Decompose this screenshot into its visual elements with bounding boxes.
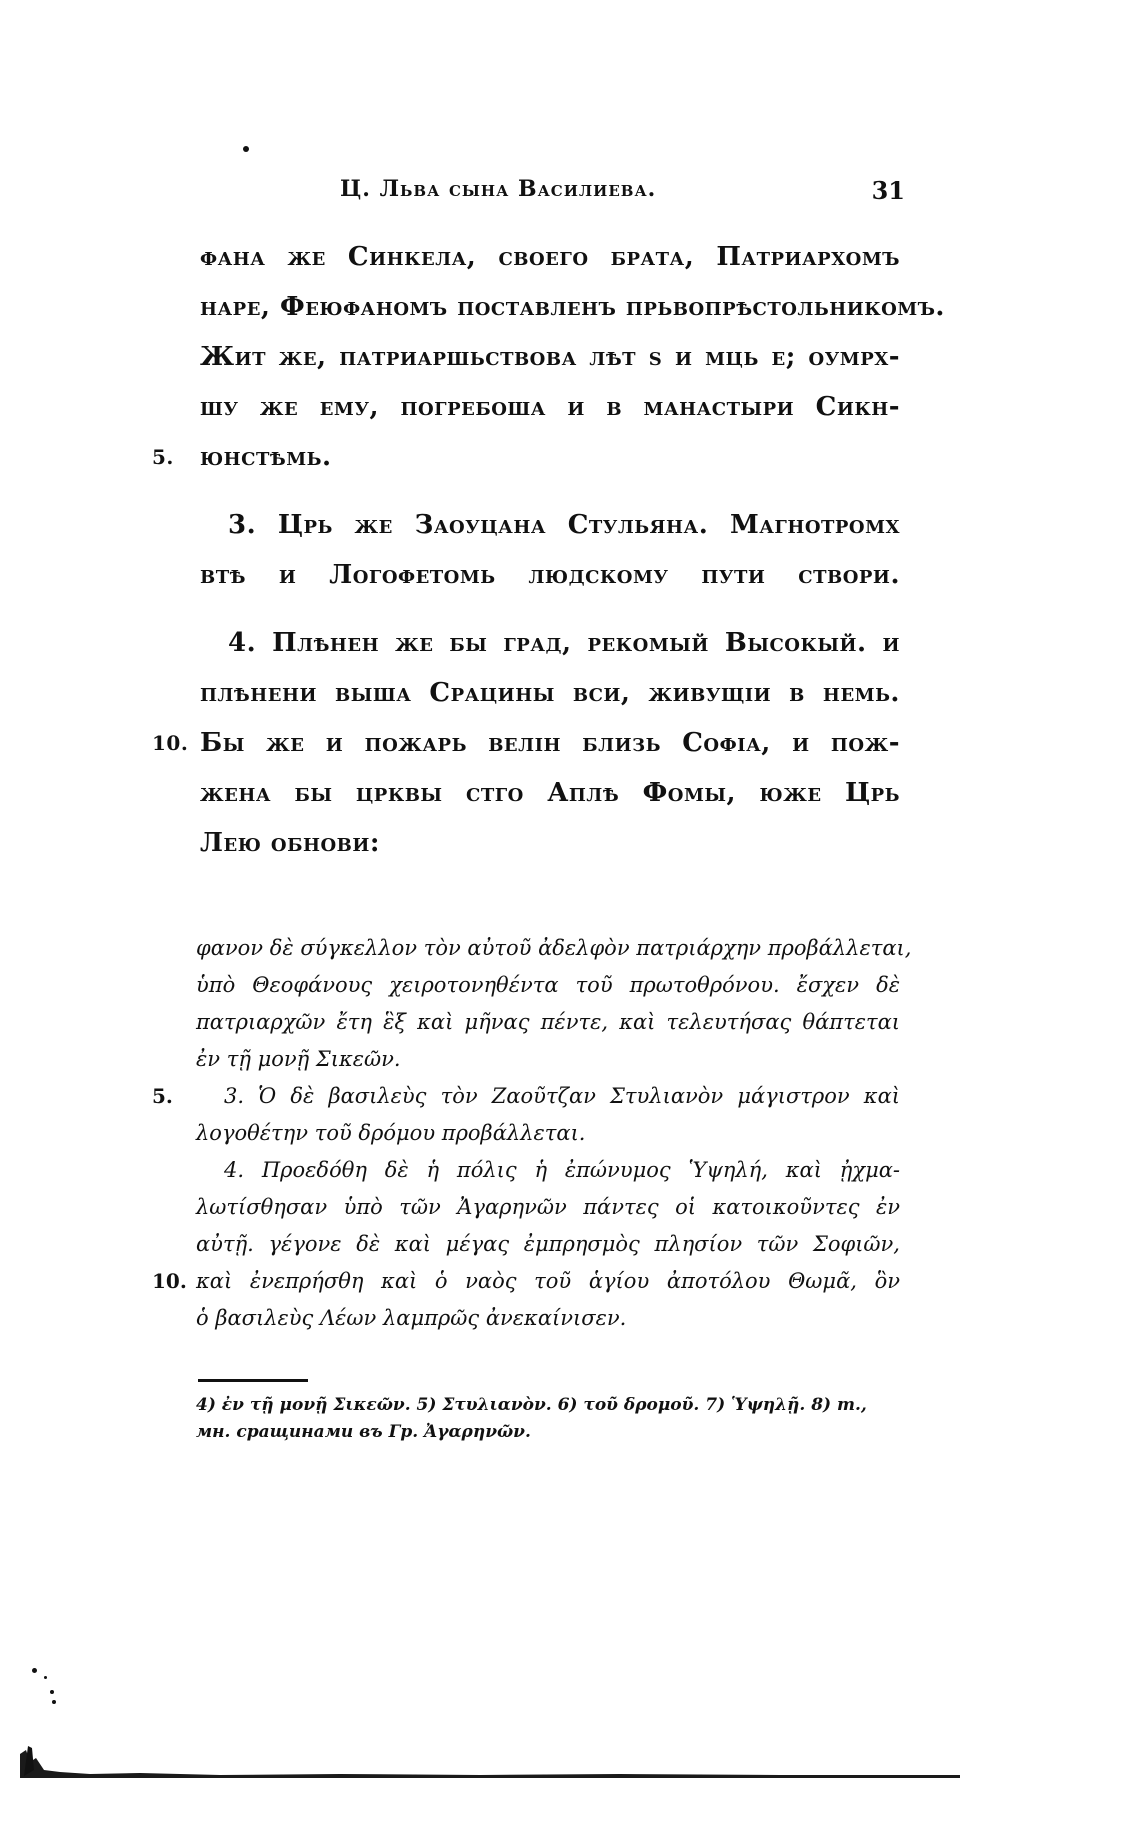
slavonic-text-block bbox=[152, 232, 945, 868]
greek-line: λογοθέτην τοῦ δρόμου προβάλλεται. bbox=[196, 1121, 586, 1145]
ink-speck bbox=[52, 1700, 56, 1704]
ink-speck bbox=[44, 1676, 47, 1679]
greek-line: πατριαρχῶν ἔτη ἓξ καὶ μῆνας πέντε, καὶ τελευτήσας θάπτεται bbox=[196, 1010, 900, 1034]
ink-speck bbox=[50, 1690, 54, 1694]
greek-line: 4. Προεδόθη δὲ ἡ πόλις ἡ ἐπώνυμος Ὑψηλή, καὶ ᾐχμα- bbox=[224, 1158, 900, 1182]
greek-line-with-margin bbox=[152, 1263, 900, 1300]
footnotes bbox=[196, 1392, 900, 1446]
greek-line: φανον δὲ σύγκελλον τὸν αὐτοῦ ἀδελφὸν πατριάρχην προβάλλεται, bbox=[196, 936, 912, 960]
slavonic-line: наре, Феюфаномъ поставленъ прьвопрѣстольникомъ. bbox=[200, 292, 945, 322]
line-number: 5. bbox=[152, 445, 174, 469]
line-number: 5. bbox=[152, 1084, 173, 1108]
greek-line-with-margin bbox=[152, 1078, 900, 1115]
slavonic-line: Лею обнови: bbox=[200, 828, 380, 858]
greek-line: ὑπὸ Θεοφάνους χειροτονηθέντα τοῦ πρωτοθρόνου. ἔσχεν δὲ bbox=[196, 973, 900, 997]
slavonic-line-with-margin bbox=[152, 718, 900, 768]
running-head: Ц. Льва сына Василиева. bbox=[340, 176, 657, 202]
page-header bbox=[190, 176, 905, 216]
slavonic-line: 3. Црь же Заоуцана Стульяна. Магнотромх bbox=[228, 510, 900, 540]
greek-line-text: 3. Ὁ δὲ βασιλεὺς τὸν Ζαοῦτζαν Στυλιανὸν μάγιστρον καὶ bbox=[224, 1084, 900, 1108]
line-number: 10. bbox=[152, 731, 189, 755]
page-number: 31 bbox=[871, 176, 905, 205]
slavonic-line: шу же ему, погребоша и в манастыри Сикн- bbox=[200, 392, 900, 422]
slavonic-line: 4. Плѣнен же бы град, рекомый Высокый. и bbox=[228, 628, 900, 658]
slavonic-line: плѣнени выша Срацины вси, живущіи в немь. bbox=[200, 678, 900, 708]
greek-line: αὐτῇ. γέγονε δὲ καὶ μέγας ἐμπρησμὸς πλησίον τῶν Σοφιῶν, bbox=[196, 1232, 900, 1256]
paragraph-gap bbox=[200, 600, 900, 618]
greek-line: λωτίσθησαν ὑπὸ τῶν Ἀγαρηνῶν πάντες οἱ κατοικοῦντες ἐν bbox=[196, 1195, 900, 1219]
line-number: 10. bbox=[152, 1269, 187, 1293]
slavonic-line: жена бы црквы стго Аплѣ Фомы, юже Црь bbox=[200, 778, 900, 808]
greek-line-text: καὶ ἐνεπρήσθη καὶ ὁ ναὸς τοῦ ἁγίου ἀποτόλου Θωμᾶ, ὃν bbox=[196, 1269, 900, 1293]
slavonic-line: фана же Синкела, своего брата, Патриархомъ bbox=[200, 242, 900, 272]
slavonic-line: втѣ и Логофетомь людскому пути створи. bbox=[200, 560, 900, 590]
scan-edge-smudge bbox=[20, 1740, 960, 1780]
slavonic-line-text: юнстѣмь. bbox=[200, 442, 332, 472]
paragraph-gap bbox=[200, 482, 900, 500]
footnote-line: 4) ἐν τῇ μονῇ Σικεῶν. 5) Στυλιανὸν. 6) τοῦ δρομοῦ. 7) Ὑψηλῇ. 8) т., bbox=[196, 1395, 867, 1415]
greek-line: ὁ βασιλεὺς Λέων λαμπρῶς ἀνεκαίνισεν. bbox=[196, 1306, 627, 1330]
footnote-divider bbox=[198, 1379, 308, 1382]
greek-text-block bbox=[152, 930, 912, 1337]
slavonic-line-with-margin bbox=[152, 432, 900, 482]
footnote-line: мн. сращинами въ Гр. Ἀγαρηνῶν. bbox=[196, 1422, 531, 1442]
slavonic-line-text: Бы же и пожарь велін близь Софіа, и пож- bbox=[200, 728, 900, 758]
greek-line: ἐν τῇ μονῇ Σικεῶν. bbox=[196, 1047, 401, 1071]
slavonic-line: Жит же, патриаршьствова лѣт ѕ и мць е; оумрх- bbox=[200, 342, 900, 372]
ink-speck bbox=[32, 1668, 37, 1673]
ink-speck bbox=[243, 146, 249, 152]
